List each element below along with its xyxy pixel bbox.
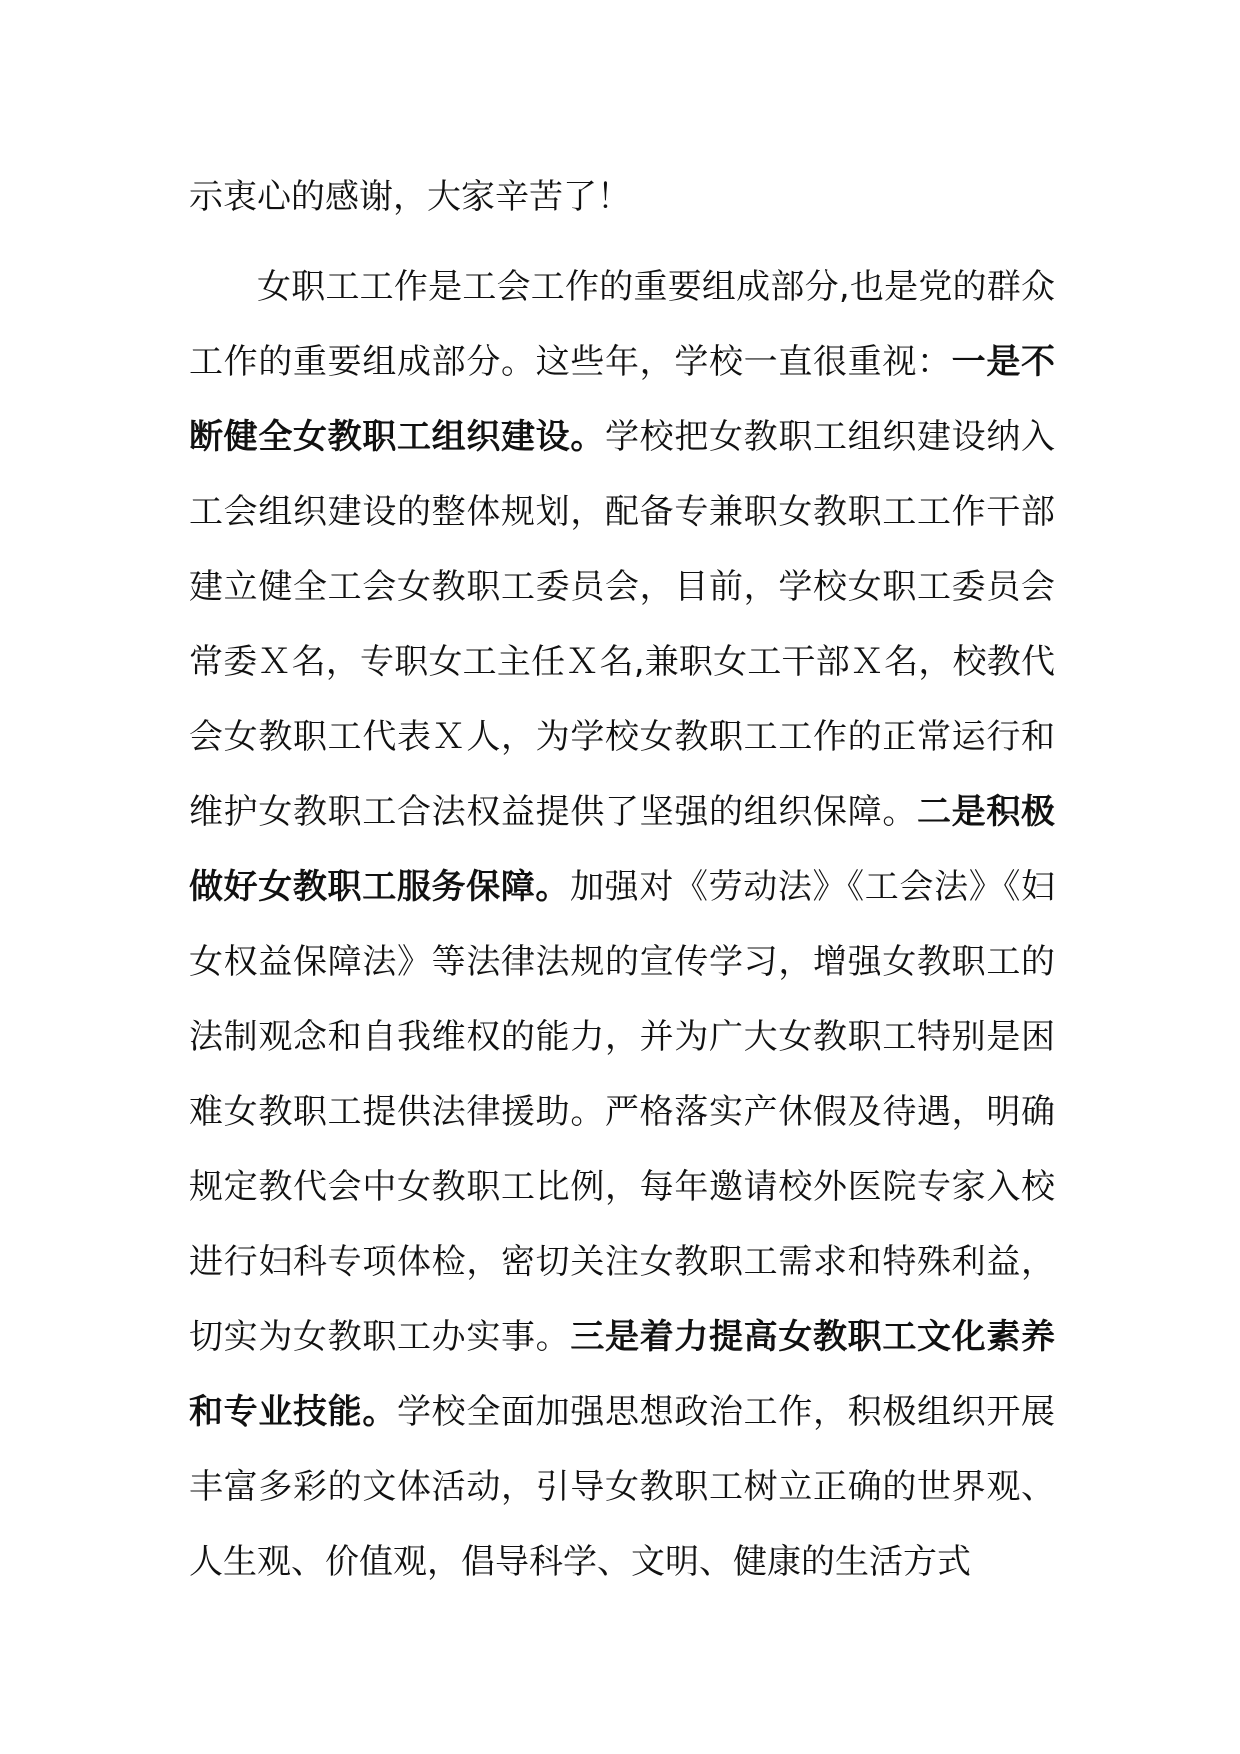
bold-heading-3: 三是着力提高女教职工文化素养和专业技能。 bbox=[189, 1317, 1056, 1432]
paragraph-1 bbox=[189, 160, 1055, 235]
document-page bbox=[189, 160, 1055, 1600]
paragraph-text: 加强对《劳动法》《工会法》《妇女权益保障法》等法律法规的宣传学习，增强女教职工的法制观念和自我维权的能力，并为广大女教职工特别是困难女教职工提供法律援助。严格落实产休假及待遇，明确规定教代会中女教职工比例，每年邀请校外医院专家入校进行妇科专项体检，密切关注女教职工需求和特殊利益，切实为女教职工办实事。 bbox=[189, 867, 1056, 1357]
paragraph-2 bbox=[189, 250, 1055, 1600]
bold-heading-1: 一是不断健全女教职工组织建设。 bbox=[189, 342, 1056, 457]
paragraph-text: 学校把女教职工组织建设纳入工会组织建设的整体规划，配备专兼职女教职工工作干部建立健全工会女教职工委员会，目前，学校女职工委员会常委Ｘ名，专职女工主任Ｘ名,兼职女工干部Ｘ名，校教代会女教职工代表Ｘ人，为学校女教职工工作的正常运行和维护女教职工合法权益提供了坚强的组织保障。 bbox=[189, 417, 1055, 832]
paragraph-text: 女职工工作是工会工作的重要组成部分,也是党的群众工作的重要组成部分。这些年，学校一直很重视： bbox=[189, 267, 1055, 382]
paragraph-text: 示衷心的感谢，大家辛苦了！ bbox=[189, 177, 631, 217]
bold-heading-2: 二是积极做好女教职工服务保障。 bbox=[189, 792, 1055, 907]
paragraph-text: 学校全面加强思想政治工作，积极组织开展丰富多彩的文体活动，引导女教职工树立正确的世界观、人生观、价值观，倡导科学、文明、健康的生活方式 bbox=[189, 1392, 1055, 1582]
